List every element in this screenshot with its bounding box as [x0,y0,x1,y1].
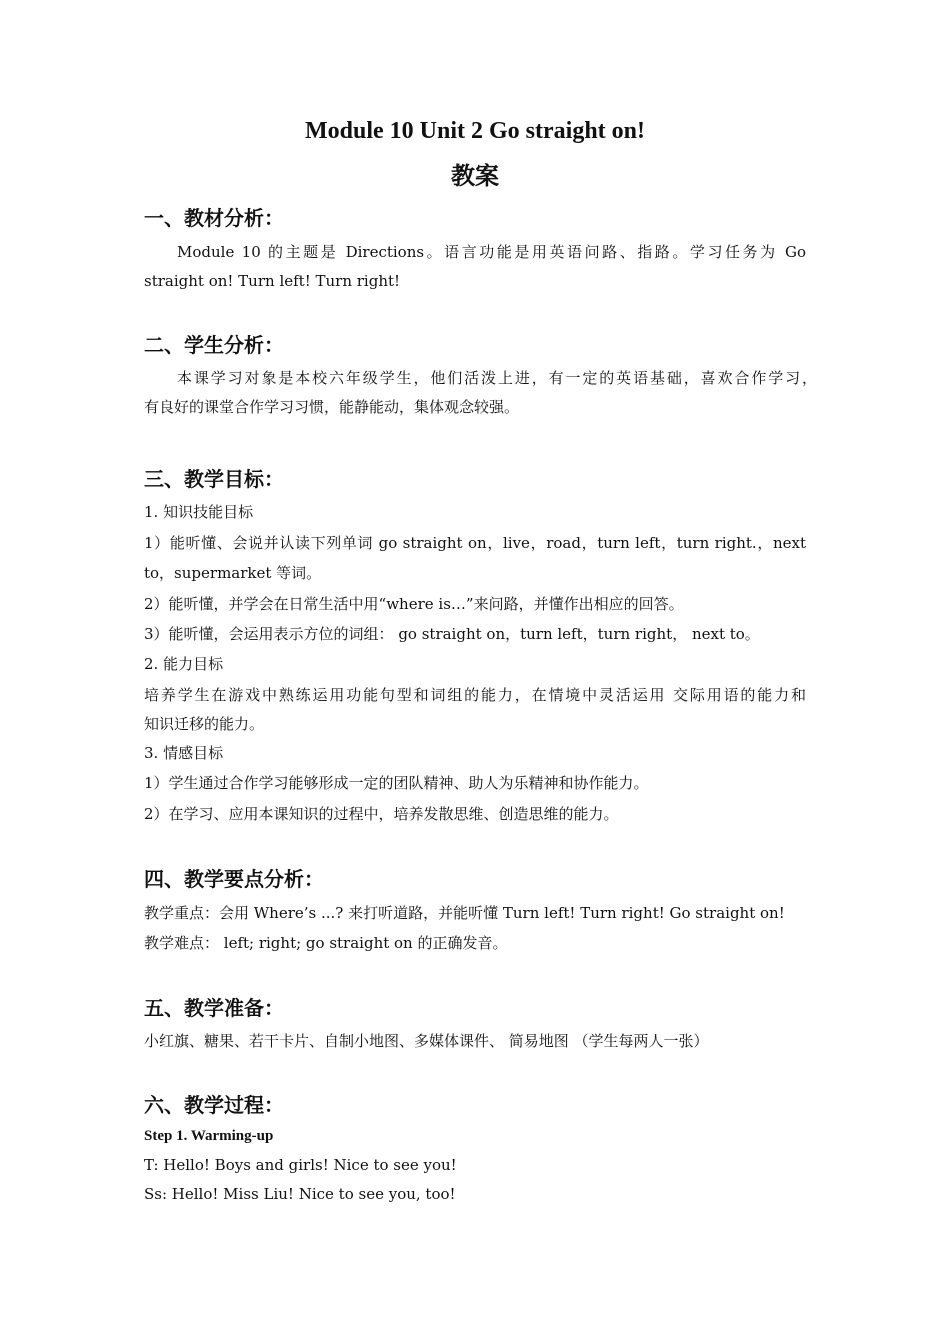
section-heading-student-analysis: 二、学生分析： [144,333,284,357]
list-item-continued: to，supermarket 等词。 [144,564,322,582]
preparation-line: 小红旗、糖果、若干卡片、自制小地图、多媒体课件、 简易地图 （学生每两人一张） [144,1032,709,1050]
section-heading-teaching-process: 六、教学过程： [144,1093,284,1117]
paragraph-line: straight on! Turn left! Turn right! [144,272,401,290]
paragraph-line: Module 10 的主题是 Directions。语言功能是用英语问路、指路。学习任务为 Go [177,243,806,261]
step-heading: Step 1. Warming-up [144,1128,274,1144]
document-title: Module 10 Unit 2 Go straight on! [304,118,645,144]
subheading-knowledge-skills: 1. 知识技能目标 [144,503,254,521]
list-item: 2）能听懂，并学会在日常生活中用“where is…”来问路，并懂作出相应的回答。 [144,595,684,613]
dialogue-line: T: Hello! Boys and girls! Nice to see you! [144,1156,457,1174]
section-heading-preparation: 五、教学准备： [144,996,284,1020]
paragraph-line: 培养学生在游戏中熟练运用功能句型和词组的能力，在情境中灵活运用 交际用语的能力和 [144,686,806,704]
list-item: 1）学生通过合作学习能够形成一定的团队精神、助人为乐精神和协作能力。 [144,774,649,792]
paragraph-line: 有良好的课堂合作学习习惯，能静能动，集体观念较强。 [144,398,520,416]
difficult-point-line: 教学难点： left; right; go straight on 的正确发音。 [144,934,508,952]
section-heading-textbook-analysis: 一、教材分析： [144,206,284,230]
paragraph-line: 知识迁移的能力。 [144,715,265,733]
paragraph-line: 本课学习对象是本校六年级学生，他们活泼上进，有一定的英语基础，喜欢合作学习， [177,369,817,387]
section-heading-teaching-objectives: 三、教学目标： [144,467,284,491]
list-item: 1）能听懂、会说并认读下列单词 go straight on，live，road，turn left，turn right.，next [144,534,806,552]
subheading-emotional: 3. 情感目标 [144,744,224,762]
list-item: 2）在学习、应用本课知识的过程中，培养发散思维、创造思维的能力。 [144,805,619,823]
dialogue-line: Ss: Hello! Miss Liu! Nice to see you, too! [144,1185,456,1203]
subheading-ability: 2. 能力目标 [144,655,224,673]
key-point-line: 教学重点：会用 Where’s ...? 来打听道路，并能听懂 Turn left! Turn right! Go straight on! [144,904,785,922]
section-heading-key-points: 四、教学要点分析： [144,867,324,891]
list-item: 3）能听懂，会运用表示方位的词组： go straight on，turn left，turn right， next to。 [144,625,760,643]
document-subtitle: 教案 [451,162,499,190]
